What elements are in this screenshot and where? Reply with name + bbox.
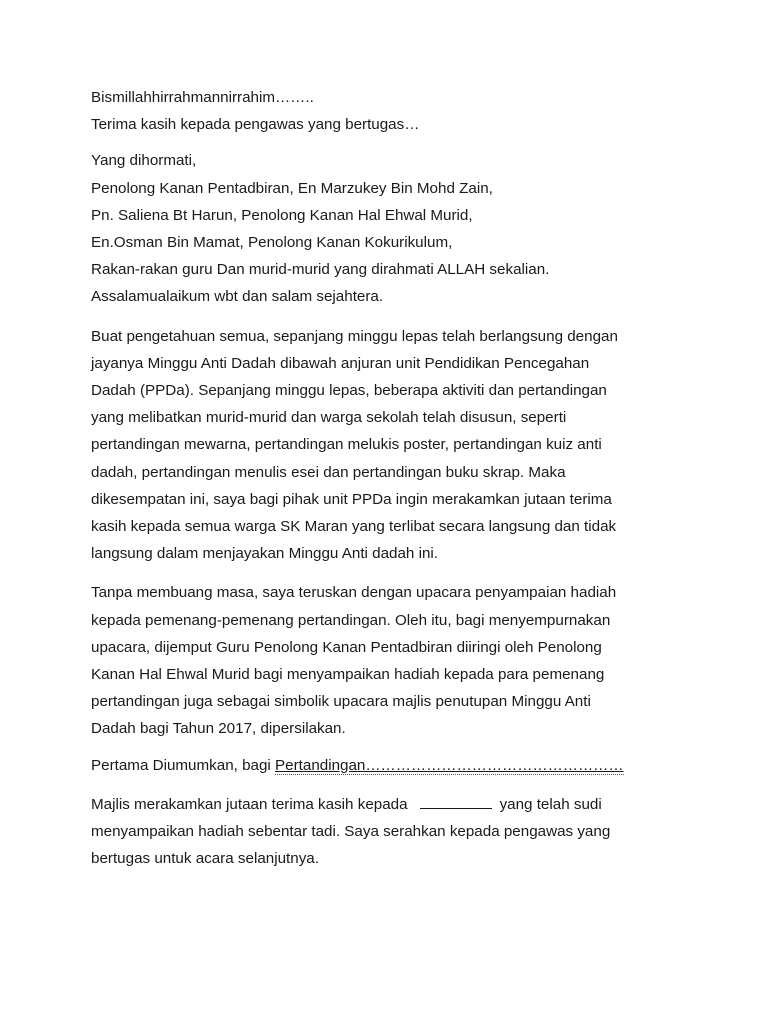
- opening-line: Bismillahhirrahmannirrahim……..: [91, 89, 314, 106]
- salutation-line: Rakan-rakan guru Dan murid-murid yang dirahmati ALLAH sekalian.: [91, 261, 550, 279]
- salutation-line: Penolong Kanan Pentadbiran, En Marzukey Bin Mohd Zain,: [91, 179, 493, 197]
- paragraph-line: dikesempatan ini, saya bagi pihak unit PPDa ingin merakamkan jutaan terima: [91, 490, 612, 508]
- competition-name-field: Pertandingan……………………………………………: [275, 756, 624, 774]
- paragraph-line: yang melibatkan murid-murid dan warga sekolah telah disusun, seperti: [91, 409, 567, 427]
- closing-line: menyampaikan hadiah sebentar tadi. Saya serahkan kepada pengawas yang: [91, 823, 611, 841]
- paragraph-celebration: [91, 323, 691, 568]
- paragraph-line: Dadah bagi Tahun 2017, dipersilakan.: [91, 720, 346, 738]
- closing-paragraph: [91, 791, 691, 873]
- paragraph-line: Dadah (PPDa). Sepanjang minggu lepas, beberapa aktiviti dan pertandingan: [91, 382, 607, 400]
- blank-name-field: [420, 794, 492, 809]
- paragraph-line: Kanan Hal Ehwal Murid bagi menyampaikan hadiah kepada para pemenang: [91, 666, 605, 684]
- salutation-line: Yang dihormati,: [91, 152, 197, 170]
- salutation-line: En.Osman Bin Mamat, Penolong Kanan Kokurikulum,: [91, 234, 453, 252]
- paragraph-line: dadah, pertandingan menulis esei dan pertandingan buku skrap. Maka: [91, 463, 566, 481]
- announcement-prefix: Pertama Diumumkan, bagi: [91, 756, 276, 774]
- salutation-line: Pn. Saliena Bt Harun, Penolong Kanan Hal Ehwal Murid,: [91, 206, 473, 224]
- paragraph-line: kasih kepada semua warga SK Maran yang terlibat secara langsung dan tidak: [91, 518, 617, 536]
- closing-line: bertugas untuk acara selanjutnya.: [91, 850, 319, 868]
- salutation-line: Assalamualaikum wbt dan salam sejahtera.: [91, 288, 384, 306]
- paragraph-line: pertandingan juga sebagai simbolik upacara majlis penutupan Minggu Anti: [91, 693, 591, 711]
- salutation-block: [91, 147, 691, 310]
- paragraph-line: Tanpa membuang masa, saya teruskan dengan upacara penyampaian hadiah: [91, 584, 617, 602]
- closing-text: Majlis merakamkan jutaan terima kasih kepada: [91, 795, 408, 813]
- paragraph-line: pertandingan mewarna, pertandingan melukis poster, pertandingan kuiz anti: [91, 436, 602, 454]
- announcement-line: [91, 752, 691, 779]
- paragraph-line: upacara, dijemput Guru Penolong Kanan Pentadbiran diiringi oleh Penolong: [91, 638, 602, 656]
- paragraph-line: Buat pengetahuan semua, sepanjang minggu lepas telah berlangsung dengan: [91, 327, 618, 345]
- paragraph-line: langsung dalam menjayakan Minggu Anti dadah ini.: [91, 545, 439, 563]
- paragraph-prize-ceremony: [91, 579, 691, 742]
- opening-block: [91, 84, 691, 138]
- closing-text: yang telah sudi: [499, 795, 602, 813]
- paragraph-line: kepada pemenang-pemenang pertandingan. Oleh itu, bagi menyempurnakan: [91, 611, 611, 629]
- speech-text: [91, 84, 691, 872]
- paragraph-line: jayanya Minggu Anti Dadah dibawah anjuran unit Pendidikan Pencegahan: [91, 354, 590, 372]
- opening-line: Terima kasih kepada pengawas yang bertugas…: [91, 116, 420, 134]
